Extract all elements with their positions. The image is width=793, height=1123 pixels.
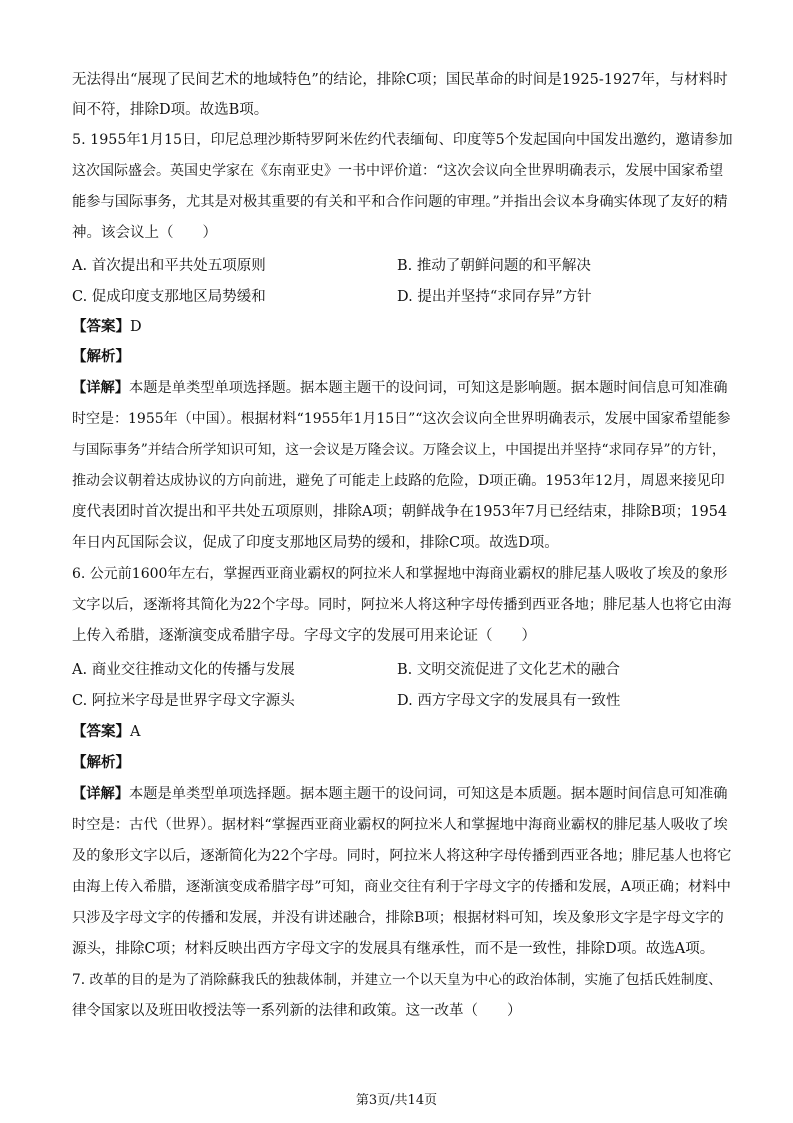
- q5-answer: [72, 317, 142, 337]
- q6-analysis-label: 【解析】: [72, 754, 130, 771]
- q6-option-b: B. 文明交流促进了文化艺术的融合: [397, 662, 620, 678]
- page-footer: 第3页/共14页: [355, 1093, 438, 1108]
- q6-detail-line-6: 源头，排除C项；材料反映出西方字母文字的发展具有继承性，而不是一致性，排除D项。故选A项。: [72, 941, 715, 957]
- q5-detail-line-4: 推动会议朝着达成协议的方向前进，避免了可能走上歧路的危险，D项正确。1953年12月，周恩来接见印: [72, 473, 725, 489]
- q5-detail-label: 【详解】: [72, 380, 130, 396]
- q6-stem-line-3: 上传入希腊，逐渐演变成希腊字母。字母文字的发展可用来论证（ ）: [72, 628, 536, 644]
- q7-stem-line-1: 7. 改革的目的是为了消除蘇我氏的独裁体制，并建立一个以天皇为中心的政治体制，实施了包括氏姓制度、: [72, 972, 722, 988]
- q6-detail-line-4: 由海上传入希腊，逐渐演变成希腊字母”可知，商业交往有利于字母文字的传播和发展，A项正确；材料中: [72, 879, 731, 895]
- q5-option-a: A. 首次提出和平共处五项原则: [72, 258, 266, 274]
- q6-answer: [72, 722, 140, 742]
- q6-option-a: A. 商业交往推动文化的传播与发展: [72, 662, 295, 678]
- q5-option-b: B. 推动了朝鲜问题的和平解决: [397, 258, 591, 274]
- q6-option-d: D. 西方字母文字的发展具有一致性: [397, 693, 621, 709]
- q6-detail-line-5: 只涉及字母文字的传播和发展，并没有讲述融合，排除B项；根据材料可知，埃及象形文字是字母文字的: [72, 910, 724, 926]
- q5-answer-label: 【答案】: [72, 318, 130, 335]
- q5-detail-line-5: 度代表团时首次提出和平共处五项原则，排除A项；朝鲜战争在1953年7月已经结束，排除B项；1954: [72, 504, 728, 520]
- q5-stem-line-1: 5. 1955年1月15日，印尼总理沙斯特罗阿米佐约代表缅甸、印度等5个发起国向中国发出邀约，邀请参加: [72, 132, 733, 148]
- q5-stem-line-4: 神。该会议上（ ）: [72, 225, 217, 241]
- q5-detail-line-1: 【详解】本题是单类型单项选择题。据本题主题干的设问词，可知这是影响题。据本题时间信息可知准确: [72, 380, 728, 396]
- intro-line-2: 间不符，排除D项。故选B项。: [72, 102, 269, 118]
- q5-detail-line-6: 年日内瓦国际会议，促成了印度支那地区局势的缓和，排除C项。故选D项。: [72, 535, 559, 551]
- q5-option-c: C. 促成印度支那地区局势缓和: [72, 289, 266, 305]
- q6-stem-line-1: 6. 公元前1600年左右，掌握西亚商业霸权的阿拉米人和掌握地中海商业霸权的腓尼基人吸收了埃及的象形: [72, 566, 728, 582]
- q5-stem-line-3: 能参与国际事务，尤其是对极其重要的有关和平和合作问题的审理。”并指出会议本身确实体现了友好的精: [72, 194, 728, 210]
- intro-line-1: 无法得出“展现了民间艺术的地域特色”的结论，排除C项；国民革命的时间是1925-1927年，与材料时: [72, 72, 728, 88]
- q5-analysis-label: 【解析】: [72, 348, 130, 365]
- q6-detail-line-2: 时空是：古代（世界）。据材料“掌握西亚商业霸权的阿拉米人和掌握地中海商业霸权的腓尼基人吸收了埃: [72, 817, 728, 833]
- q6-detail-label: 【详解】: [72, 786, 130, 802]
- q6-detail-line-1: 【详解】本题是单类型单项选择题。据本题主题干的设问词，可知这是本质题。据本题时间信息可知准确: [72, 786, 728, 802]
- q6-stem-line-2: 文字以后，逐渐将其简化为22个字母。同时，阿拉米人将这种字母传播到西亚各地；腓尼基人也将它由海: [72, 597, 732, 613]
- q5-option-d: D. 提出并坚持“求同存异”方针: [397, 289, 592, 305]
- q5-answer-value: D: [130, 319, 142, 335]
- q7-stem-line-2: 律令国家以及班田收授法等一系列新的法律和政策。这一改革（ ）: [72, 1003, 522, 1019]
- q5-detail-line-2: 时空是：1955年（中国）。根据材料“1955年1月15日”“这次会议向全世界明确表示，发展中国家希望能参: [72, 411, 731, 427]
- q6-answer-label: 【答案】: [72, 723, 130, 740]
- q6-option-c: C. 阿拉米字母是世界字母文字源头: [72, 693, 295, 709]
- q5-stem-line-2: 这次国际盛会。英国史学家在《东南亚史》一书中评价道：“这次会议向全世界明确表示，发展中国家希望: [72, 163, 724, 179]
- q6-answer-value: A: [130, 724, 141, 740]
- q5-detail-line-3: 与国际事务”并结合所学知识可知，这一会议是万隆会议。万隆会议上，中国提出并坚持“求同存异”的方针，: [72, 442, 726, 458]
- q6-detail-line-3: 及的象形文字以后，逐渐简化为22个字母。同时，阿拉米人将这种字母传播到西亚各地；腓尼基人也将它: [72, 848, 732, 864]
